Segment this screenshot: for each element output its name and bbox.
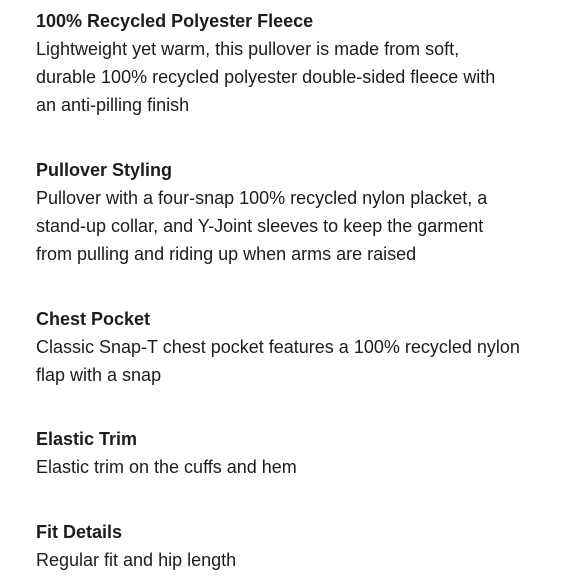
feature-heading: Elastic Trim: [36, 429, 138, 449]
feature-description-line: flap with a snap: [36, 365, 162, 385]
feature-heading: Chest Pocket: [36, 309, 151, 329]
feature-section-elastic-trim: [36, 425, 576, 481]
feature-heading: Fit Details: [36, 522, 123, 542]
feature-section-fit-details: [36, 518, 576, 574]
feature-description-line: Pullover with a four-snap 100% recycled nylon placket, a: [36, 188, 488, 208]
feature-description-line: an anti-pilling finish: [36, 95, 190, 115]
feature-heading: 100% Recycled Polyester Fleece: [36, 11, 314, 31]
feature-description-line: Lightweight yet warm, this pullover is made from soft,: [36, 39, 460, 59]
feature-section-pullover-styling: [36, 156, 576, 268]
feature-description-line: Classic Snap-T chest pocket features a 100% recycled nylon: [36, 337, 520, 357]
feature-description-line: stand-up collar, and Y-Joint sleeves to keep the garment: [36, 216, 484, 236]
feature-heading: Pullover Styling: [36, 160, 173, 180]
feature-description-line: Elastic trim on the cuffs and hem: [36, 457, 297, 477]
feature-description-line: durable 100% recycled polyester double-sided fleece with: [36, 67, 496, 87]
feature-section-fleece: [36, 7, 576, 119]
feature-description-line: Regular fit and hip length: [36, 550, 237, 570]
feature-section-chest-pocket: [36, 305, 576, 389]
feature-description-line: from pulling and riding up when arms are raised: [36, 244, 417, 264]
